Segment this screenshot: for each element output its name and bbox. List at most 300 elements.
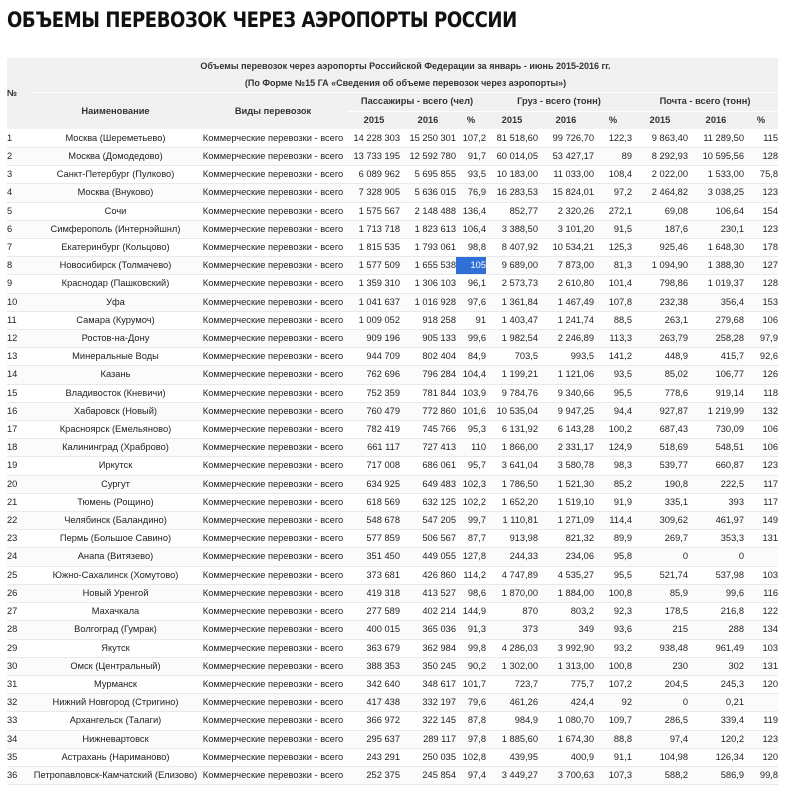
cell-mail-2015: 778,6 bbox=[632, 384, 688, 402]
cell-cargo-2016: 349 bbox=[538, 621, 594, 639]
cell-cargo-2015: 984,9 bbox=[486, 712, 538, 730]
cell-row-number: 32 bbox=[7, 694, 33, 712]
cell-mail-2015: 309,62 bbox=[632, 512, 688, 530]
cell-transport-type: Коммерческие перевозки - всего bbox=[198, 402, 348, 420]
cell-cargo-pct: 95,5 bbox=[594, 566, 632, 584]
cell-mail-pct: 103 bbox=[744, 639, 778, 657]
table-row bbox=[7, 129, 778, 147]
cell-cargo-2015: 703,5 bbox=[486, 348, 538, 366]
cell-airport-name: Мурманск bbox=[33, 675, 198, 693]
table-row bbox=[7, 530, 778, 548]
cell-mail-2016: 302 bbox=[688, 657, 744, 675]
cell-cargo-pct: 81,3 bbox=[594, 257, 632, 275]
cell-airport-name: Челябинск (Баландино) bbox=[33, 512, 198, 530]
cell-cargo-2015: 3 641,04 bbox=[486, 457, 538, 475]
column-group-mail: Почта - всего (тонн) bbox=[632, 93, 778, 111]
table-row bbox=[7, 548, 778, 566]
cell-cargo-2015: 870 bbox=[486, 603, 538, 621]
table-row bbox=[7, 675, 778, 693]
cell-mail-pct: 132 bbox=[744, 402, 778, 420]
cell-mail-2015: 190,8 bbox=[632, 475, 688, 493]
cell-mail-pct: 178 bbox=[744, 239, 778, 257]
cell-transport-type: Коммерческие перевозки - всего bbox=[198, 603, 348, 621]
column-header-pass-pct: % bbox=[456, 111, 486, 129]
cell-airport-name: Симферополь (Интернэйшнл) bbox=[33, 220, 198, 238]
cell-passengers-2015: 661 117 bbox=[348, 439, 400, 457]
cell-passengers-2016: 322 145 bbox=[400, 712, 456, 730]
cell-cargo-pct: 93,5 bbox=[594, 366, 632, 384]
cell-airport-name: Сургут bbox=[33, 475, 198, 493]
cell-mail-2015: 687,43 bbox=[632, 421, 688, 439]
table-row bbox=[7, 457, 778, 475]
cell-cargo-2016: 1 271,09 bbox=[538, 512, 594, 530]
cell-mail-pct bbox=[744, 548, 778, 566]
cell-transport-type: Коммерческие перевозки - всего bbox=[198, 384, 348, 402]
cell-airport-name: Омск (Центральный) bbox=[33, 657, 198, 675]
column-header-cargo-pct: % bbox=[594, 111, 632, 129]
cell-cargo-pct: 95,8 bbox=[594, 548, 632, 566]
cell-airport-name: Петропавловск-Камчатский (Елизово) bbox=[33, 766, 198, 784]
cell-cargo-2016: 3 992,90 bbox=[538, 639, 594, 657]
cell-row-number: 9 bbox=[7, 275, 33, 293]
cell-passengers-pct: 127,8 bbox=[456, 548, 486, 566]
cell-cargo-2015: 3 449,27 bbox=[486, 766, 538, 784]
cell-cargo-2015: 9 689,00 bbox=[486, 257, 538, 275]
cell-passengers-pct: 102,3 bbox=[456, 475, 486, 493]
cell-mail-pct bbox=[744, 694, 778, 712]
cell-cargo-2016: 1 080,70 bbox=[538, 712, 594, 730]
cell-cargo-pct: 97,2 bbox=[594, 184, 632, 202]
cell-passengers-pct: 136,4 bbox=[456, 202, 486, 220]
table-row bbox=[7, 348, 778, 366]
cell-passengers-2016: 796 284 bbox=[400, 366, 456, 384]
cell-passengers-2015: 1 713 718 bbox=[348, 220, 400, 238]
cell-row-number: 28 bbox=[7, 621, 33, 639]
cell-passengers-2015: 295 637 bbox=[348, 730, 400, 748]
cell-mail-pct: 99,8 bbox=[744, 766, 778, 784]
table-caption-line1: Объемы перевозок через аэропорты Российской Федерации за январь - июнь 2015-2016 гг. bbox=[200, 61, 611, 71]
cell-mail-2016: 222,5 bbox=[688, 475, 744, 493]
table-row bbox=[7, 639, 778, 657]
cell-row-number: 8 bbox=[7, 257, 33, 275]
table-row bbox=[7, 439, 778, 457]
cell-passengers-2015: 388 353 bbox=[348, 657, 400, 675]
cell-mail-2016: 279,68 bbox=[688, 311, 744, 329]
cell-row-number: 23 bbox=[7, 530, 33, 548]
cell-passengers-2016: 289 117 bbox=[400, 730, 456, 748]
column-header-mail-2016: 2016 bbox=[688, 111, 744, 129]
cell-airport-name: Калининград (Храброво) bbox=[33, 439, 198, 457]
cell-passengers-2015: 1 359 310 bbox=[348, 275, 400, 293]
cell-mail-2015: 9 863,40 bbox=[632, 129, 688, 147]
cell-cargo-pct: 101,4 bbox=[594, 275, 632, 293]
cell-row-number: 14 bbox=[7, 366, 33, 384]
cell-mail-2015: 187,6 bbox=[632, 220, 688, 238]
cell-passengers-pct: 106,4 bbox=[456, 220, 486, 238]
cell-row-number: 5 bbox=[7, 202, 33, 220]
cell-mail-2015: 539,77 bbox=[632, 457, 688, 475]
cell-cargo-2015: 852,77 bbox=[486, 202, 538, 220]
cell-cargo-2015: 6 131,92 bbox=[486, 421, 538, 439]
cell-row-number: 24 bbox=[7, 548, 33, 566]
cell-passengers-2016: 802 404 bbox=[400, 348, 456, 366]
cell-mail-pct: 126 bbox=[744, 366, 778, 384]
cell-transport-type: Коммерческие перевозки - всего bbox=[198, 657, 348, 675]
cell-airport-name: Москва (Домодедово) bbox=[33, 148, 198, 166]
cell-mail-2015: 8 292,93 bbox=[632, 148, 688, 166]
cell-cargo-2015: 913,98 bbox=[486, 530, 538, 548]
cell-row-number: 27 bbox=[7, 603, 33, 621]
cell-cargo-2016: 3 580,78 bbox=[538, 457, 594, 475]
cell-mail-2016: 258,28 bbox=[688, 330, 744, 348]
cell-mail-pct: 120 bbox=[744, 675, 778, 693]
cell-passengers-2015: 760 479 bbox=[348, 402, 400, 420]
cell-airport-name: Сочи bbox=[33, 202, 198, 220]
cell-mail-2016: 3 038,25 bbox=[688, 184, 744, 202]
table-caption-line2: (По Форме №15 ГА «Сведения об объеме перевозок через аэропорты») bbox=[244, 78, 567, 89]
cell-passengers-2016: 781 844 bbox=[400, 384, 456, 402]
table-row bbox=[7, 493, 778, 511]
cell-airport-name: Хабаровск (Новый) bbox=[33, 402, 198, 420]
cell-passengers-2016: 12 592 780 bbox=[400, 148, 456, 166]
cell-cargo-2016: 3 700,63 bbox=[538, 766, 594, 784]
cell-cargo-pct: 107,8 bbox=[594, 293, 632, 311]
cell-passengers-2016: 905 133 bbox=[400, 330, 456, 348]
cell-cargo-2015: 373 bbox=[486, 621, 538, 639]
cell-cargo-2015: 4 747,89 bbox=[486, 566, 538, 584]
cell-transport-type: Коммерческие перевозки - всего bbox=[198, 293, 348, 311]
cell-mail-2016: 339,4 bbox=[688, 712, 744, 730]
cell-airport-name: Новый Уренгой bbox=[33, 584, 198, 602]
cell-transport-type: Коммерческие перевозки - всего bbox=[198, 148, 348, 166]
cell-mail-2015: 263,79 bbox=[632, 330, 688, 348]
table-row bbox=[7, 584, 778, 602]
cell-row-number: 17 bbox=[7, 421, 33, 439]
cell-mail-2016: 126,34 bbox=[688, 748, 744, 766]
cell-cargo-pct: 141,2 bbox=[594, 348, 632, 366]
cell-airport-name: Казань bbox=[33, 366, 198, 384]
cell-mail-2016: 919,14 bbox=[688, 384, 744, 402]
cell-cargo-pct: 89,9 bbox=[594, 530, 632, 548]
cell-cargo-pct: 124,9 bbox=[594, 439, 632, 457]
cell-transport-type: Коммерческие перевозки - всего bbox=[198, 257, 348, 275]
cell-passengers-pct: 97,6 bbox=[456, 293, 486, 311]
cell-passengers-2016: 547 205 bbox=[400, 512, 456, 530]
cell-passengers-2016: 772 860 bbox=[400, 402, 456, 420]
cell-row-number: 20 bbox=[7, 475, 33, 493]
table-row bbox=[7, 311, 778, 329]
column-group-passengers: Пассажиры - всего (чел) bbox=[348, 93, 486, 111]
cell-transport-type: Коммерческие перевозки - всего bbox=[198, 439, 348, 457]
cell-cargo-2015: 9 784,76 bbox=[486, 384, 538, 402]
cell-cargo-2015: 723,7 bbox=[486, 675, 538, 693]
cell-mail-2016: 1 533,00 bbox=[688, 166, 744, 184]
cell-passengers-2016: 245 854 bbox=[400, 766, 456, 784]
cell-passengers-pct: 97,8 bbox=[456, 730, 486, 748]
cell-passengers-pct: 95,3 bbox=[456, 421, 486, 439]
cell-mail-2015: 521,74 bbox=[632, 566, 688, 584]
cell-passengers-2016: 632 125 bbox=[400, 493, 456, 511]
cell-cargo-2016: 11 033,00 bbox=[538, 166, 594, 184]
cell-passengers-2016: 1 306 103 bbox=[400, 275, 456, 293]
cell-passengers-pct: 98,6 bbox=[456, 584, 486, 602]
column-header-type: Виды перевозок bbox=[198, 93, 348, 129]
cell-transport-type: Коммерческие перевозки - всего bbox=[198, 239, 348, 257]
cell-row-number: 29 bbox=[7, 639, 33, 657]
page-title: ОБЪЕМЫ ПЕРЕВОЗОК ЧЕРЕЗ АЭРОПОРТЫ РОССИИ bbox=[7, 8, 517, 32]
cell-passengers-2015: 351 450 bbox=[348, 548, 400, 566]
cell-cargo-2016: 821,32 bbox=[538, 530, 594, 548]
cell-mail-2016: 0,21 bbox=[688, 694, 744, 712]
cell-cargo-2015: 8 407,92 bbox=[486, 239, 538, 257]
cell-passengers-2016: 1 016 928 bbox=[400, 293, 456, 311]
cell-cargo-2016: 400,9 bbox=[538, 748, 594, 766]
table-row bbox=[7, 694, 778, 712]
cell-cargo-pct: 272,1 bbox=[594, 202, 632, 220]
cell-transport-type: Коммерческие перевозки - всего bbox=[198, 311, 348, 329]
cell-passengers-pct: 102,2 bbox=[456, 493, 486, 511]
table-row bbox=[7, 566, 778, 584]
cell-mail-2015: 925,46 bbox=[632, 239, 688, 257]
cell-cargo-2016: 1 121,06 bbox=[538, 366, 594, 384]
cell-airport-name: Москва (Внуково) bbox=[33, 184, 198, 202]
cell-cargo-2016: 2 320,26 bbox=[538, 202, 594, 220]
column-header-pass-2015: 2015 bbox=[348, 111, 400, 129]
cell-passengers-2015: 577 859 bbox=[348, 530, 400, 548]
cell-cargo-pct: 98,3 bbox=[594, 457, 632, 475]
cell-passengers-pct: 95,7 bbox=[456, 457, 486, 475]
table-row bbox=[7, 712, 778, 730]
cell-transport-type: Коммерческие перевозки - всего bbox=[198, 330, 348, 348]
cell-transport-type: Коммерческие перевозки - всего bbox=[198, 712, 348, 730]
cell-passengers-2016: 348 617 bbox=[400, 675, 456, 693]
cell-passengers-2016: 449 055 bbox=[400, 548, 456, 566]
table-row bbox=[7, 257, 778, 275]
cell-cargo-2016: 3 101,20 bbox=[538, 220, 594, 238]
cell-cargo-2016: 6 143,28 bbox=[538, 421, 594, 439]
cell-passengers-2016: 332 197 bbox=[400, 694, 456, 712]
cell-mail-2016: 1 388,30 bbox=[688, 257, 744, 275]
table-row bbox=[7, 148, 778, 166]
cell-mail-2016: 393 bbox=[688, 493, 744, 511]
cell-cargo-2015: 244,33 bbox=[486, 548, 538, 566]
cell-airport-name: Южно-Сахалинск (Хомутово) bbox=[33, 566, 198, 584]
cell-mail-pct: 123 bbox=[744, 457, 778, 475]
cell-mail-pct: 75,8 bbox=[744, 166, 778, 184]
cell-transport-type: Коммерческие перевозки - всего bbox=[198, 129, 348, 147]
cell-airport-name: Якутск bbox=[33, 639, 198, 657]
cell-cargo-2016: 4 535,27 bbox=[538, 566, 594, 584]
cell-cargo-2015: 60 014,05 bbox=[486, 148, 538, 166]
cell-mail-2015: 204,5 bbox=[632, 675, 688, 693]
cell-cargo-pct: 122,3 bbox=[594, 129, 632, 147]
table-row bbox=[7, 166, 778, 184]
cell-airport-name: Нижний Новгород (Стригино) bbox=[33, 694, 198, 712]
cell-mail-2016: 660,87 bbox=[688, 457, 744, 475]
cell-passengers-pct: 91,3 bbox=[456, 621, 486, 639]
cell-cargo-2015: 4 286,03 bbox=[486, 639, 538, 657]
table-caption bbox=[33, 58, 778, 93]
cell-airport-name: Астрахань (Нариманово) bbox=[33, 748, 198, 766]
cell-mail-2015: 0 bbox=[632, 548, 688, 566]
cell-transport-type: Коммерческие перевозки - всего bbox=[198, 512, 348, 530]
cell-cargo-pct: 100,2 bbox=[594, 421, 632, 439]
cell-airport-name: Иркутск bbox=[33, 457, 198, 475]
cell-passengers-pct: 84,9 bbox=[456, 348, 486, 366]
cell-cargo-2016: 1 313,00 bbox=[538, 657, 594, 675]
cell-row-number: 34 bbox=[7, 730, 33, 748]
cell-mail-2016: 99,6 bbox=[688, 584, 744, 602]
cell-passengers-2015: 634 925 bbox=[348, 475, 400, 493]
cell-mail-pct: 103 bbox=[744, 566, 778, 584]
cell-passengers-2016: 686 061 bbox=[400, 457, 456, 475]
cell-passengers-2015: 1 009 052 bbox=[348, 311, 400, 329]
cell-passengers-pct: 91,7 bbox=[456, 148, 486, 166]
cell-passengers-pct: 79,6 bbox=[456, 694, 486, 712]
column-header-mail-pct: % bbox=[744, 111, 778, 129]
cell-row-number: 30 bbox=[7, 657, 33, 675]
cell-mail-2016: 0 bbox=[688, 548, 744, 566]
cell-cargo-pct: 89 bbox=[594, 148, 632, 166]
cell-passengers-2016: 402 214 bbox=[400, 603, 456, 621]
cell-row-number: 36 bbox=[7, 766, 33, 784]
cell-cargo-2016: 2 610,80 bbox=[538, 275, 594, 293]
cell-passengers-pct: 91 bbox=[456, 311, 486, 329]
cell-mail-2016: 586,9 bbox=[688, 766, 744, 784]
table-row bbox=[7, 384, 778, 402]
cell-passengers-pct: 104,4 bbox=[456, 366, 486, 384]
table-row bbox=[7, 220, 778, 238]
cell-cargo-2016: 53 427,17 bbox=[538, 148, 594, 166]
cell-mail-2016: 230,1 bbox=[688, 220, 744, 238]
cell-transport-type: Коммерческие перевозки - всего bbox=[198, 639, 348, 657]
cell-airport-name: Владивосток (Кневичи) bbox=[33, 384, 198, 402]
cell-passengers-2015: 782 419 bbox=[348, 421, 400, 439]
cell-mail-2015: 232,38 bbox=[632, 293, 688, 311]
cell-mail-2016: 106,77 bbox=[688, 366, 744, 384]
cell-passengers-2015: 366 972 bbox=[348, 712, 400, 730]
cell-passengers-2016: 1 793 061 bbox=[400, 239, 456, 257]
cell-passengers-2015: 1 815 535 bbox=[348, 239, 400, 257]
cell-mail-2016: 120,2 bbox=[688, 730, 744, 748]
cell-transport-type: Коммерческие перевозки - всего bbox=[198, 530, 348, 548]
cell-row-number: 22 bbox=[7, 512, 33, 530]
cell-mail-2015: 2 464,82 bbox=[632, 184, 688, 202]
cell-transport-type: Коммерческие перевозки - всего bbox=[198, 220, 348, 238]
cell-row-number: 25 bbox=[7, 566, 33, 584]
cell-transport-type: Коммерческие перевозки - всего bbox=[198, 548, 348, 566]
cell-passengers-2015: 417 438 bbox=[348, 694, 400, 712]
cell-row-number: 3 bbox=[7, 166, 33, 184]
cell-cargo-2015: 1 982,54 bbox=[486, 330, 538, 348]
cell-passengers-pct: 105 bbox=[456, 257, 486, 275]
cell-row-number: 2 bbox=[7, 148, 33, 166]
cell-airport-name: Краснодар (Пашковский) bbox=[33, 275, 198, 293]
cell-passengers-pct: 97,4 bbox=[456, 766, 486, 784]
cell-mail-2015: 798,86 bbox=[632, 275, 688, 293]
cell-airport-name: Екатеринбург (Кольцово) bbox=[33, 239, 198, 257]
column-header-pass-2016: 2016 bbox=[400, 111, 456, 129]
cell-mail-pct: 115 bbox=[744, 129, 778, 147]
table-row bbox=[7, 202, 778, 220]
cell-cargo-2015: 10 535,04 bbox=[486, 402, 538, 420]
cell-row-number: 19 bbox=[7, 457, 33, 475]
cell-mail-2015: 97,4 bbox=[632, 730, 688, 748]
cell-passengers-pct: 90,2 bbox=[456, 657, 486, 675]
cell-cargo-2016: 803,2 bbox=[538, 603, 594, 621]
cell-mail-2015: 1 094,90 bbox=[632, 257, 688, 275]
cell-transport-type: Коммерческие перевозки - всего bbox=[198, 184, 348, 202]
cell-airport-name: Уфа bbox=[33, 293, 198, 311]
cell-cargo-pct: 107,2 bbox=[594, 675, 632, 693]
cell-mail-pct: 106 bbox=[744, 311, 778, 329]
cell-row-number: 26 bbox=[7, 584, 33, 602]
cell-mail-2016: 356,4 bbox=[688, 293, 744, 311]
cell-mail-2015: 104,98 bbox=[632, 748, 688, 766]
cell-row-number: 1 bbox=[7, 129, 33, 147]
cell-mail-2015: 269,7 bbox=[632, 530, 688, 548]
cell-transport-type: Коммерческие перевозки - всего bbox=[198, 275, 348, 293]
cell-mail-2016: 245,3 bbox=[688, 675, 744, 693]
cell-passengers-2016: 1 823 613 bbox=[400, 220, 456, 238]
cell-passengers-2015: 762 696 bbox=[348, 366, 400, 384]
cell-transport-type: Коммерческие перевозки - всего bbox=[198, 621, 348, 639]
cell-mail-pct: 116 bbox=[744, 584, 778, 602]
cell-row-number: 6 bbox=[7, 220, 33, 238]
cell-cargo-2015: 1 403,47 bbox=[486, 311, 538, 329]
cell-mail-2016: 1 019,37 bbox=[688, 275, 744, 293]
cell-mail-2016: 961,49 bbox=[688, 639, 744, 657]
cell-row-number: 15 bbox=[7, 384, 33, 402]
cell-mail-2015: 2 022,00 bbox=[632, 166, 688, 184]
cell-mail-2016: 10 595,56 bbox=[688, 148, 744, 166]
cell-passengers-2015: 752 359 bbox=[348, 384, 400, 402]
cell-passengers-2016: 426 860 bbox=[400, 566, 456, 584]
cell-mail-2015: 85,02 bbox=[632, 366, 688, 384]
table-row bbox=[7, 603, 778, 621]
column-header-name: Наименование bbox=[33, 93, 198, 129]
cell-row-number: 18 bbox=[7, 439, 33, 457]
cell-cargo-pct: 91,9 bbox=[594, 493, 632, 511]
cell-row-number: 7 bbox=[7, 239, 33, 257]
cell-passengers-2016: 2 148 488 bbox=[400, 202, 456, 220]
cell-cargo-pct: 93,2 bbox=[594, 639, 632, 657]
cell-passengers-2015: 400 015 bbox=[348, 621, 400, 639]
cell-cargo-2016: 993,5 bbox=[538, 348, 594, 366]
cell-passengers-2015: 13 733 195 bbox=[348, 148, 400, 166]
cell-cargo-2016: 1 467,49 bbox=[538, 293, 594, 311]
cell-passengers-pct: 87,8 bbox=[456, 712, 486, 730]
cell-passengers-2016: 745 766 bbox=[400, 421, 456, 439]
table-row bbox=[7, 475, 778, 493]
cell-cargo-pct: 100,8 bbox=[594, 584, 632, 602]
cell-transport-type: Коммерческие перевозки - всего bbox=[198, 421, 348, 439]
table-row bbox=[7, 184, 778, 202]
column-header-cargo-2016: 2016 bbox=[538, 111, 594, 129]
cell-row-number: 13 bbox=[7, 348, 33, 366]
cell-cargo-pct: 91,5 bbox=[594, 220, 632, 238]
cell-mail-pct: 123 bbox=[744, 730, 778, 748]
cell-row-number: 21 bbox=[7, 493, 33, 511]
cell-passengers-2015: 252 375 bbox=[348, 766, 400, 784]
cell-mail-pct: 120 bbox=[744, 748, 778, 766]
cell-passengers-pct: 76,9 bbox=[456, 184, 486, 202]
cell-passengers-pct: 107,2 bbox=[456, 129, 486, 147]
cell-passengers-2015: 1 577 509 bbox=[348, 257, 400, 275]
cell-transport-type: Коммерческие перевозки - всего bbox=[198, 566, 348, 584]
cell-passengers-2015: 618 569 bbox=[348, 493, 400, 511]
cell-airport-name: Минеральные Воды bbox=[33, 348, 198, 366]
